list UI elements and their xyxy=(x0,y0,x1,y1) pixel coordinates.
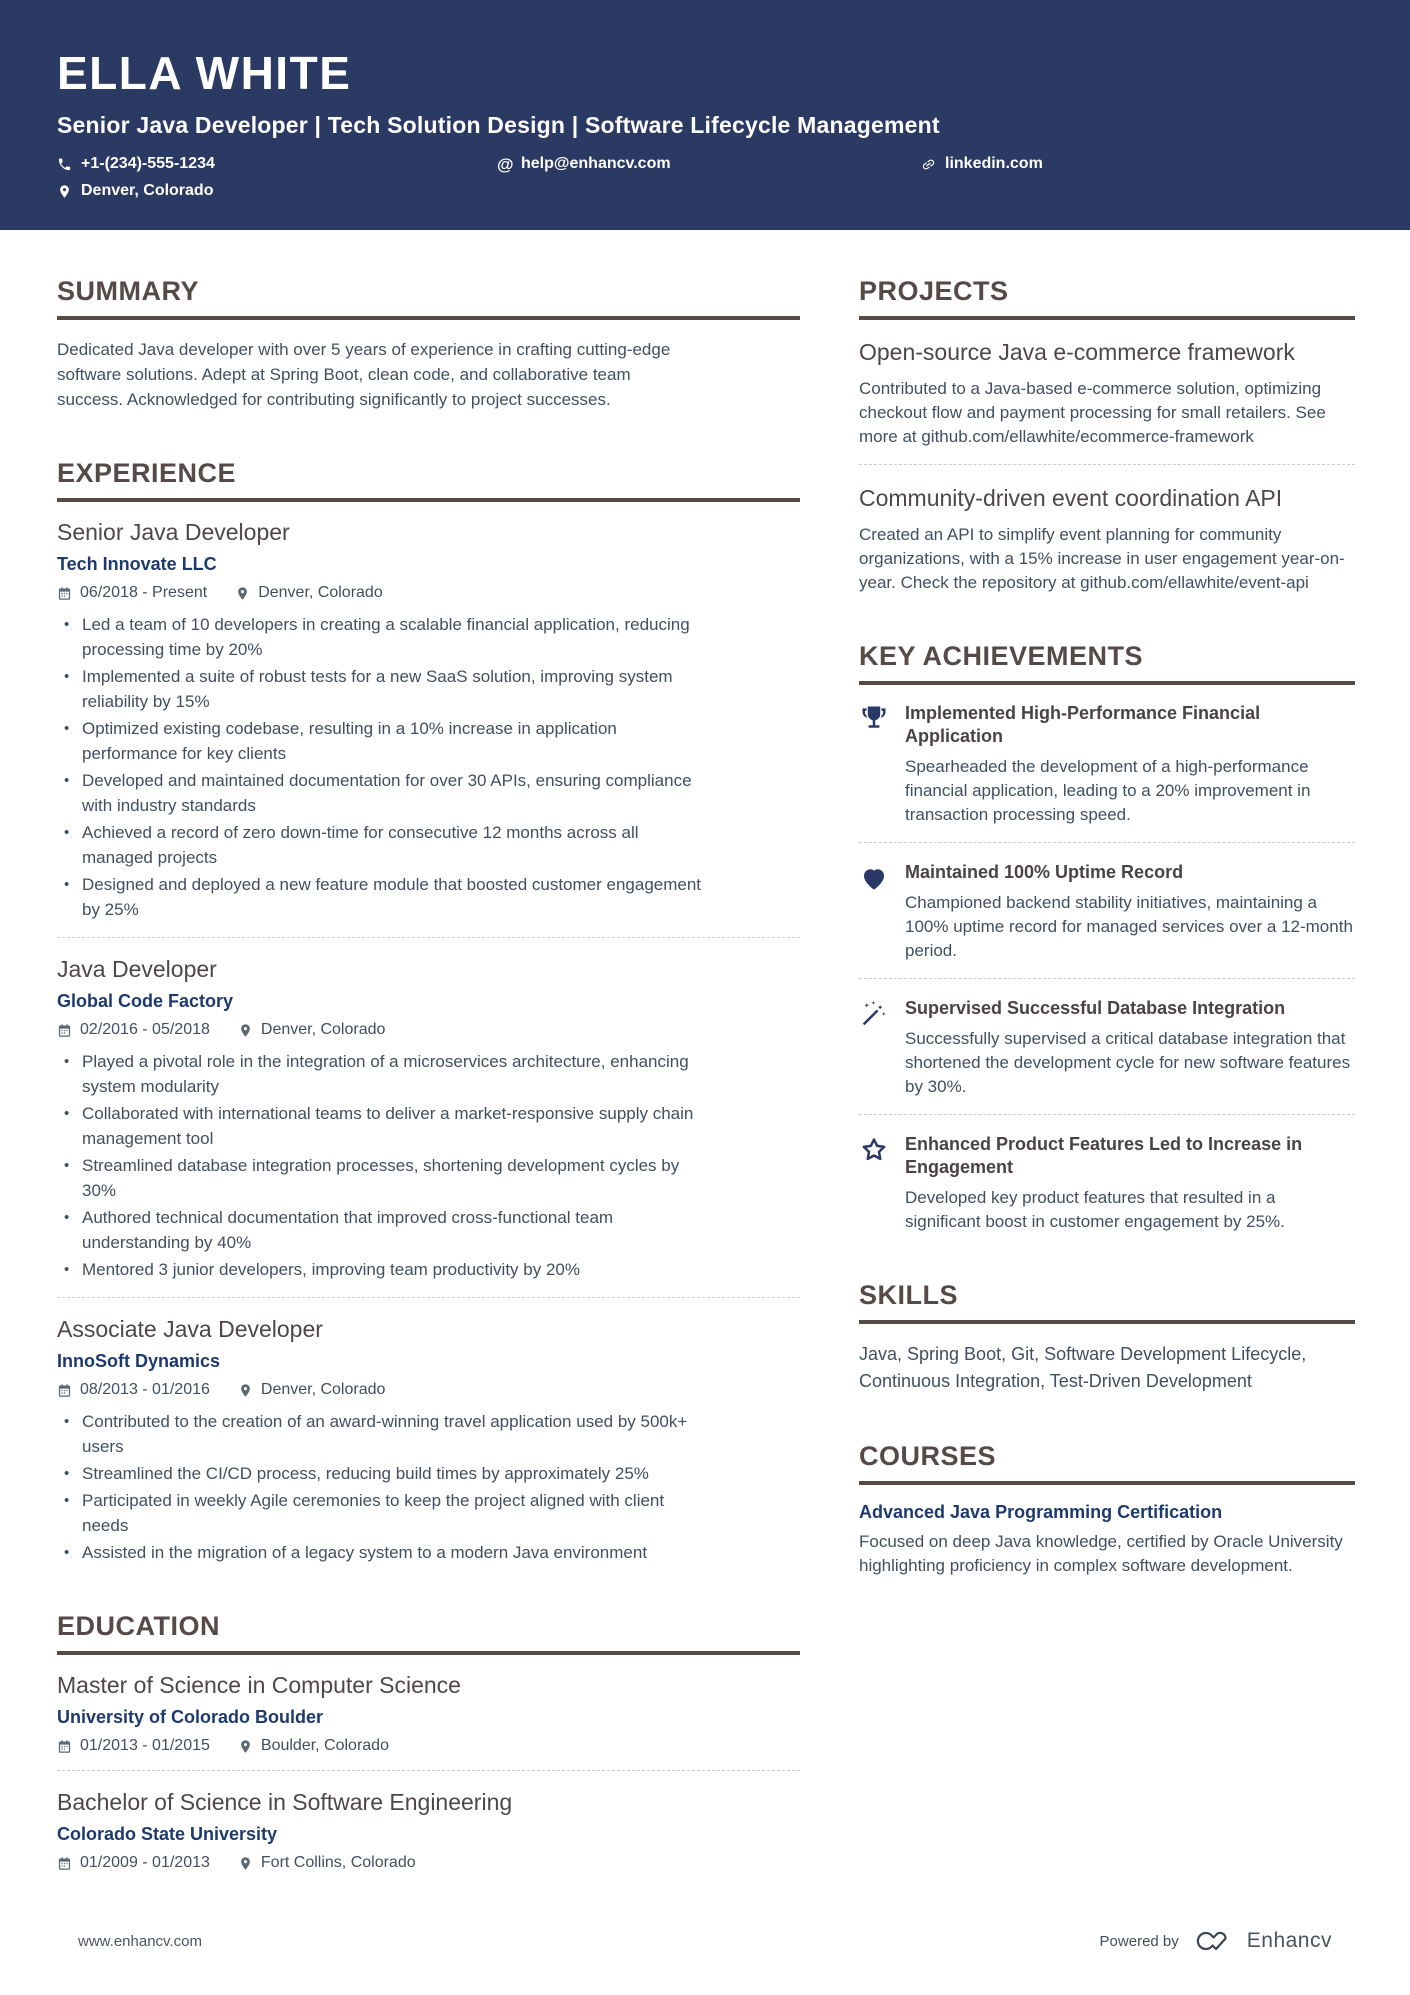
job-location: Denver, Colorado xyxy=(235,584,383,602)
job-title: Senior Java Developer xyxy=(57,519,290,545)
job-location: Denver, Colorado xyxy=(238,1021,386,1039)
bullet: • Played a pivotal role in the integration of a microservices architecture, enhancing system modularity xyxy=(57,1049,702,1099)
footer-site-link[interactable]: www.enhancv.com xyxy=(78,1932,202,1950)
school-location: Boulder, Colorado xyxy=(238,1737,389,1755)
powered-by[interactable] xyxy=(1100,1927,1332,1955)
achievements-title: KEY ACHIEVEMENTS xyxy=(859,641,1355,685)
school-location: Fort Collins, Colorado xyxy=(238,1854,416,1872)
bullet: • Assisted in the migration of a legacy system to a modern Java environment xyxy=(57,1540,702,1565)
body-columns xyxy=(0,230,1410,1918)
achievement-description: Successfully supervised a critical database integration that shortened the development cycle for new software features by 30%. xyxy=(905,1029,1351,1096)
skills-list: Java, Spring Boot, Git, Software Development Lifecycle, Continuous Integration, Test-Driven Development xyxy=(859,1344,1307,1391)
project-description: Created an API to simplify event planning for community organizations, with a 15% increase in user engagement year-on-year. Check the repository at github.com/ellawhite/event-api xyxy=(859,525,1345,592)
person-name: ELLA WHITE xyxy=(57,47,352,99)
calendar-icon xyxy=(57,1739,72,1754)
calendar-icon xyxy=(57,1023,72,1038)
date-range: 02/2016 - 05/2018 xyxy=(57,1021,210,1039)
date-range: 01/2009 - 01/2013 xyxy=(57,1854,210,1872)
entry-divider xyxy=(57,1297,800,1298)
trophy-icon xyxy=(859,704,889,734)
achievements-section xyxy=(859,641,1355,1234)
projects-title: PROJECTS xyxy=(859,276,1355,320)
bullet: • Contributed to the creation of an award-winning travel application used by 500k+ users xyxy=(57,1409,702,1459)
left-column xyxy=(57,276,800,1918)
job-bullets xyxy=(57,1409,702,1565)
link-icon xyxy=(918,154,939,175)
location-icon xyxy=(57,184,72,199)
location-icon xyxy=(238,1739,253,1754)
company-name: InnoSoft Dynamics xyxy=(57,1351,221,1371)
achievement-description: Championed backend stability initiatives, maintaining a 100% uptime record for managed services over a 12-month period. xyxy=(905,893,1353,960)
achievement-name: Implemented High-Performance Financial Application xyxy=(905,703,1261,746)
location-icon xyxy=(238,1023,253,1038)
at-icon: @ xyxy=(497,154,514,174)
date-range: 06/2018 - Present xyxy=(57,584,207,602)
bullet: • Collaborated with international teams to deliver a market-responsive supply chain management tool xyxy=(57,1101,702,1151)
powered-by-label: Powered by xyxy=(1099,1932,1179,1950)
course-entry xyxy=(859,1502,1355,1578)
experience-section xyxy=(57,458,800,1565)
summary-title: SUMMARY xyxy=(57,276,800,320)
skills-title: SKILLS xyxy=(859,1280,1355,1324)
bullet: • Designed and deployed a new feature module that boosted customer engagement by 25% xyxy=(57,872,702,922)
project-name: Open-source Java e-commerce framework xyxy=(859,339,1295,365)
experience-entry xyxy=(57,519,800,922)
education-section xyxy=(57,1611,800,1872)
summary-text: Dedicated Java developer with over 5 years of experience in crafting cutting-edge software solutions. Adept at Spring Boot, clean code, and collaborative team success. Acknowledged for contributing significantly to project successes. xyxy=(57,340,671,409)
bullet: • Developed and maintained documentation for over 30 APIs, ensuring compliance with industry standards xyxy=(57,768,702,818)
entry-divider xyxy=(57,1770,800,1771)
entry-divider xyxy=(859,978,1355,979)
job-location: Denver, Colorado xyxy=(238,1381,386,1399)
location-icon xyxy=(238,1383,253,1398)
school-name: Colorado State University xyxy=(57,1824,278,1844)
location-icon xyxy=(235,586,250,601)
bullet: • Authored technical documentation that improved cross-functional team understanding by 40% xyxy=(57,1205,702,1255)
location-text: Denver, Colorado xyxy=(81,182,214,199)
bullet: • Implemented a suite of robust tests for a new SaaS solution, improving system reliability by 15% xyxy=(57,664,702,714)
education-title: EDUCATION xyxy=(57,1611,800,1655)
linkedin-url: linkedin.com xyxy=(945,155,1043,172)
project-name: Community-driven event coordination API xyxy=(859,485,1283,511)
right-column xyxy=(859,276,1355,1918)
project-description: Contributed to a Java-based e-commerce solution, optimizing checkout flow and payment processing for small retailers. See more at github.com/ellawhite/ecommerce-framework xyxy=(859,379,1326,446)
phone-icon xyxy=(57,157,72,172)
degree-title: Bachelor of Science in Software Engineering xyxy=(57,1789,513,1815)
job-title: Java Developer xyxy=(57,956,217,982)
course-description: Focused on deep Java knowledge, certified by Oracle University highlighting proficiency in complex software development. xyxy=(859,1532,1343,1575)
courses-section xyxy=(859,1441,1355,1578)
achievement-entry xyxy=(859,702,1355,827)
skills-section xyxy=(859,1280,1355,1395)
email-address: help@enhancv.com xyxy=(521,155,671,172)
summary-section xyxy=(57,276,800,412)
bullet: • Streamlined the CI/CD process, reducing build times by approximately 25% xyxy=(57,1461,702,1486)
bullet: • Led a team of 10 developers in creating a scalable financial application, reducing processing time by 20% xyxy=(57,612,702,662)
achievement-entry xyxy=(859,861,1355,963)
degree-title: Master of Science in Computer Science xyxy=(57,1672,461,1698)
experience-entry xyxy=(57,956,800,1282)
headline: Senior Java Developer | Tech Solution Design | Software Lifecycle Management xyxy=(57,112,940,138)
star-icon xyxy=(859,1135,889,1165)
heart-icon xyxy=(859,863,889,893)
education-entry xyxy=(57,1672,800,1755)
footer xyxy=(0,1927,1410,1955)
magic-wand-icon xyxy=(859,999,889,1029)
entry-divider xyxy=(859,1114,1355,1115)
experience-title: EXPERIENCE xyxy=(57,458,800,502)
company-name: Global Code Factory xyxy=(57,991,234,1011)
entry-divider xyxy=(57,937,800,938)
enhancv-wordmark: Enhancv xyxy=(1246,1929,1332,1952)
date-range: 01/2013 - 01/2015 xyxy=(57,1737,210,1755)
enhancv-logo-icon xyxy=(1192,1927,1234,1955)
linkedin-contact[interactable] xyxy=(921,155,1353,173)
calendar-icon xyxy=(57,1856,72,1871)
location-icon xyxy=(238,1856,253,1871)
bullet: • Optimized existing codebase, resulting in a 10% increase in application performance for key clients xyxy=(57,716,702,766)
job-title: Associate Java Developer xyxy=(57,1316,323,1342)
achievement-name: Enhanced Product Features Led to Increase in Engagement xyxy=(905,1134,1303,1177)
date-range: 08/2013 - 01/2016 xyxy=(57,1381,210,1399)
calendar-icon xyxy=(57,1383,72,1398)
education-entry xyxy=(57,1789,800,1872)
entry-divider xyxy=(859,464,1355,465)
achievement-name: Supervised Successful Database Integration xyxy=(905,998,1286,1018)
achievement-description: Developed key product features that resulted in a significant boost in customer engagement by 25%. xyxy=(905,1188,1285,1231)
bullet: • Mentored 3 junior developers, improving team productivity by 20% xyxy=(57,1257,702,1282)
project-entry xyxy=(859,337,1355,449)
phone-number: +1-(234)-555-1234 xyxy=(81,155,215,172)
project-entry xyxy=(859,483,1355,595)
bullet: • Achieved a record of zero down-time for consecutive 12 months across all managed projects xyxy=(57,820,702,870)
bullet: • Participated in weekly Agile ceremonies to keep the project aligned with client needs xyxy=(57,1488,702,1538)
courses-title: COURSES xyxy=(859,1441,1355,1485)
achievement-description: Spearheaded the development of a high-performance financial application, leading to a 20% improvement in transaction processing speed. xyxy=(905,757,1311,824)
company-name: Tech Innovate LLC xyxy=(57,554,217,574)
entry-divider xyxy=(859,842,1355,843)
course-name: Advanced Java Programming Certification xyxy=(859,1502,1223,1522)
job-bullets xyxy=(57,1049,702,1282)
contact-row xyxy=(57,155,1353,200)
achievement-entry xyxy=(859,997,1355,1099)
achievement-name: Maintained 100% Uptime Record xyxy=(905,862,1184,882)
header xyxy=(0,0,1410,230)
achievement-entry xyxy=(859,1133,1355,1234)
job-bullets xyxy=(57,612,702,922)
projects-section xyxy=(859,276,1355,595)
email-contact[interactable] xyxy=(497,155,921,173)
calendar-icon xyxy=(57,586,72,601)
phone-contact xyxy=(57,155,497,173)
bullet: • Streamlined database integration processes, shortening development cycles by 30% xyxy=(57,1153,702,1203)
experience-entry xyxy=(57,1316,800,1565)
school-name: University of Colorado Boulder xyxy=(57,1707,324,1727)
location-contact xyxy=(57,182,497,200)
